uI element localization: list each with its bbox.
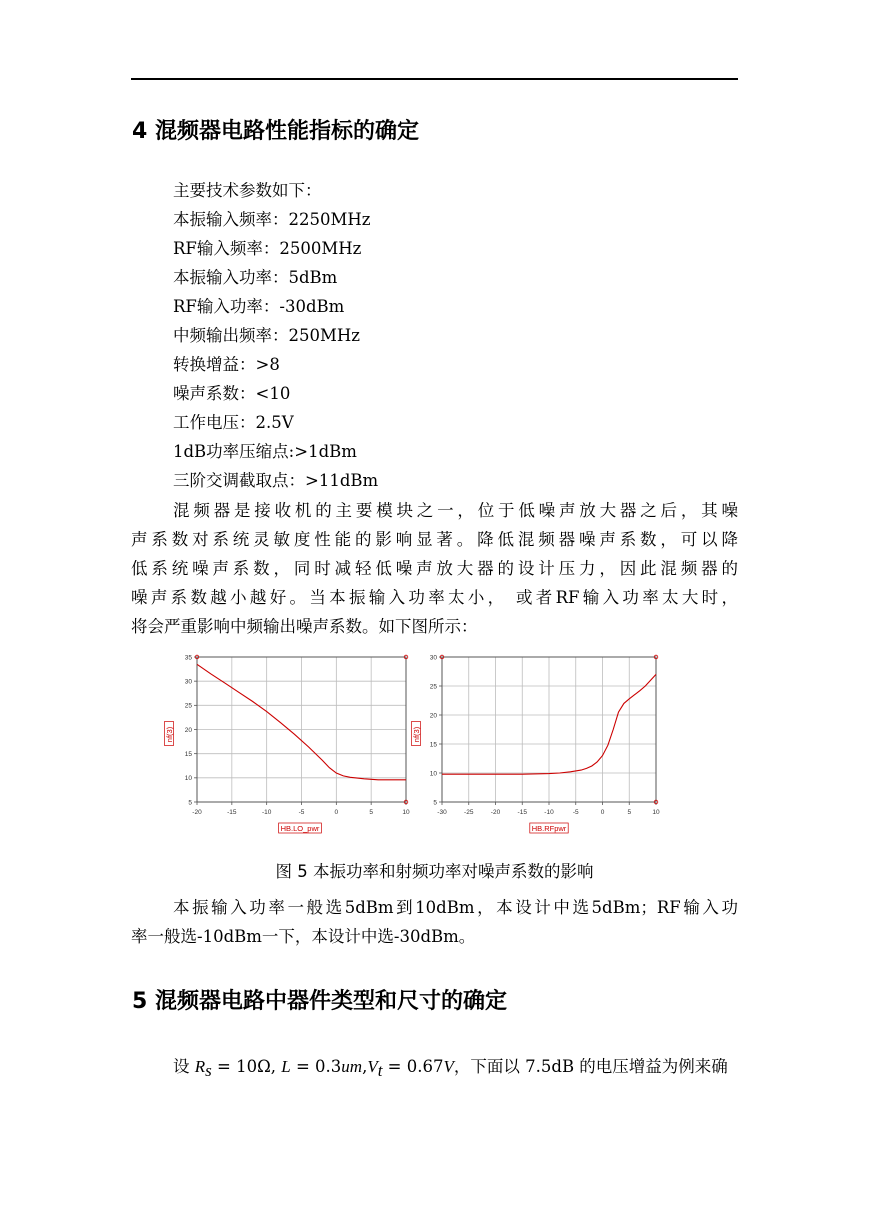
- x-axis-label: HB.RFpwr: [531, 824, 567, 833]
- formula-value: = 0.3: [290, 1057, 342, 1076]
- x-tick-label: -15: [227, 809, 237, 816]
- y-tick-label: 35: [184, 654, 192, 662]
- y-tick-label: 15: [429, 741, 437, 749]
- paragraph-line: 本振输入功率一般选5dBm到10dBm，本设计中选5dBm；RF输入功: [173, 898, 738, 917]
- header-rule: [131, 78, 738, 80]
- y-tick-label: 20: [429, 712, 437, 720]
- formula-unit: V: [443, 1057, 454, 1076]
- formula-unit: um: [341, 1057, 363, 1076]
- spec-item: 工作电压：2.5V: [173, 413, 294, 432]
- specs-intro: 主要技术参数如下：: [173, 181, 322, 200]
- x-tick-label: -10: [544, 809, 554, 816]
- x-axis-label: HB.LO_pwr: [280, 824, 320, 833]
- formula-prefix: 设: [173, 1057, 195, 1076]
- section-5-heading: 5 混频器电路中器件类型和尺寸的确定: [132, 989, 507, 1014]
- power-selection-paragraph: [131, 893, 738, 951]
- formula-symbol: R: [194, 1057, 206, 1076]
- y-tick-label: 10: [184, 775, 192, 783]
- section-4-heading: 4 混频器电路性能指标的确定: [132, 119, 419, 144]
- formula: [194, 1057, 454, 1081]
- paragraph-line: 噪声系数越小越好。当本振输入功率太小， 或者RF输入功率太大时，: [131, 588, 738, 607]
- x-tick-label: -20: [192, 809, 202, 816]
- x-tick-label: -30: [437, 809, 447, 816]
- spec-item: 中频输出频率：250MHz: [173, 326, 360, 345]
- x-tick-label: -5: [298, 809, 305, 816]
- mixer-paragraph: [131, 496, 738, 641]
- y-tick-label: 20: [184, 726, 192, 734]
- x-tick-label: -10: [261, 809, 272, 816]
- paragraph-line: 混频器是接收机的主要模块之一，位于低噪声放大器之后，其噪: [173, 501, 738, 520]
- x-tick-label: -20: [490, 809, 501, 816]
- spec-item: RF输入功率：-30dBm: [173, 297, 345, 316]
- spec-item: 本振输入功率：5dBm: [173, 268, 338, 287]
- figure-caption-label: 图 5: [275, 862, 308, 881]
- figure-caption: [0, 858, 869, 882]
- spec-item: 噪声系数：<10: [173, 384, 291, 403]
- paragraph-line: 低系统噪声系数，同时减轻低噪声放大器的设计压力，因此混频器的: [131, 559, 738, 578]
- spec-item: 1dB功率压缩点:>1dBm: [173, 442, 357, 461]
- y-axis-label: nf(3): [165, 726, 174, 743]
- x-tick-label: 10: [652, 809, 660, 816]
- y-tick-label: 30: [429, 654, 437, 662]
- formula-sep: ,: [362, 1057, 368, 1076]
- x-tick-label: -25: [464, 809, 474, 816]
- formula-line: [173, 1053, 728, 1081]
- paragraph-line: 率一般选-10dBm一下，本设计中选-30dBm。: [131, 927, 476, 946]
- formula-value: = 10Ω,: [211, 1057, 282, 1076]
- x-tick-label: 0: [600, 809, 605, 816]
- y-tick-label: 30: [184, 678, 192, 686]
- y-tick-label: 5: [188, 799, 192, 807]
- x-tick-label: 5: [627, 809, 632, 816]
- formula-symbol: V: [367, 1057, 378, 1076]
- x-tick-label: -5: [572, 809, 579, 816]
- formula-subscript: t: [377, 1061, 383, 1081]
- x-tick-label: -15: [517, 809, 527, 816]
- paragraph-line: 将会严重影响中频输出噪声系数。如下图所示：: [131, 617, 478, 636]
- formula-symbol: L: [281, 1057, 291, 1076]
- spec-item: 三阶交调截取点：>11dBm: [173, 471, 379, 490]
- y-tick-label: 25: [429, 683, 437, 691]
- spec-item: RF输入频率：2500MHz: [173, 239, 362, 258]
- paragraph-line: 声系数对系统灵敏度性能的影响显著。降低混频器噪声系数，可以降: [131, 530, 738, 549]
- x-tick-label: 5: [369, 809, 373, 816]
- y-tick-label: 5: [433, 799, 437, 807]
- y-tick-label: 10: [429, 770, 437, 778]
- spec-item: 转换增益：>8: [173, 355, 280, 374]
- figure-caption-text: 本振功率和射频功率对噪声系数的影响: [307, 862, 594, 881]
- y-tick-label: 25: [184, 702, 192, 710]
- formula-value: = 0.67: [382, 1057, 444, 1076]
- y-tick-label: 15: [184, 750, 192, 758]
- formula-subscript: s: [205, 1061, 212, 1081]
- formula-suffix: ，下面以 7.5dB 的电压增益为例来确: [453, 1057, 728, 1076]
- spec-item: 本振输入频率：2250MHz: [173, 210, 371, 229]
- y-axis-label: nf(3): [412, 726, 421, 743]
- x-tick-label: 0: [334, 809, 339, 816]
- x-tick-label: 10: [402, 809, 410, 816]
- noise-figure-charts: [0, 645, 869, 845]
